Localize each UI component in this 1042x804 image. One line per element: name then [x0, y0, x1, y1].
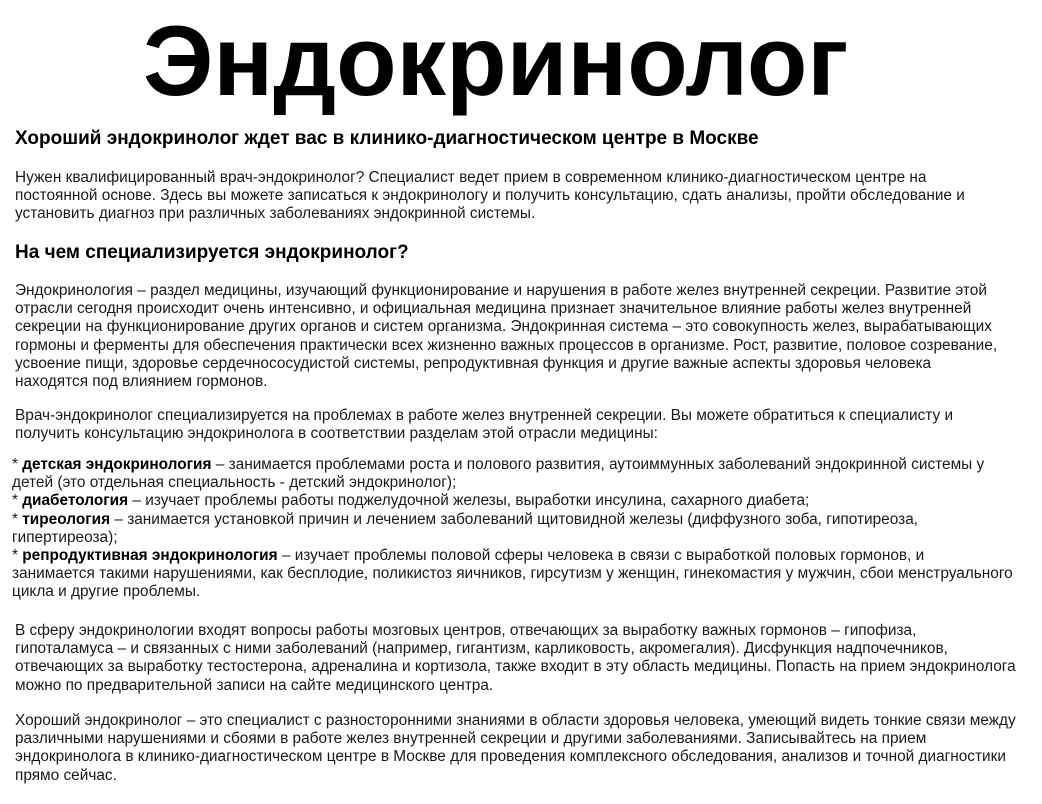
list-item-first-line	[12, 492, 1013, 510]
paragraph-intro	[15, 169, 965, 224]
term: детская эндокринология	[22, 456, 212, 473]
list-item-line: гипертиреоза);	[12, 528, 118, 546]
paragraph-line: можно по предварительной записи на сайте медицинского центра.	[15, 676, 494, 694]
paragraph-line: Врач-эндокринолог специализируется на проблемах в работе желез внутренней секреции. Вы можете обратиться к специалисту и	[15, 407, 954, 424]
paragraph-specialist	[15, 407, 953, 443]
paragraph-line: В сферу эндокринологии входят вопросы работы мозговых центров, отвечающих за выработку важных гормонов – гипофиза,	[15, 622, 917, 639]
paragraph-line: эндокринолога в клинико-диагностическом центре в Москве для проведения комплексного обследования, анализов и точной диагностики	[15, 748, 1006, 766]
heading-clinic: Хороший эндокринолог ждет вас в клинико-диагностическом центре в Москве	[15, 128, 759, 149]
bullet: *	[12, 492, 23, 510]
description: – изучает проблемы половой сферы человека в связи с выработкой половых гормонов, и	[277, 547, 925, 565]
list-item-line: занимается такими нарушениями, как бесплодие, поликистоз яичников, гирсутизм у женщин, гинекомастия у мужчин, сбои менструального	[12, 565, 1013, 583]
term: тиреология	[22, 510, 111, 528]
paragraph-endocrinology	[15, 282, 997, 391]
list-item-first-line	[12, 547, 1013, 565]
bullet: *	[12, 456, 23, 473]
paragraph-line: секреции на функционирование других органов и систем организма. Эндокринная система – это совокупность желез, вырабатывающих	[15, 318, 992, 336]
paragraph-line: отвечающих за выработку тестостерона, адреналина и кортизола, также входит в эту область медицины. Попасть на прием эндокринолога	[15, 658, 1016, 676]
heading-specialization: На чем специализируется эндокринолог?	[15, 242, 409, 263]
paragraph-line: прямо сейчас.	[15, 766, 117, 784]
paragraph-line: Хороший эндокринолог – это специалист с разносторонними знаниями в области здоровья человека, умеющий видеть тонкие связи между	[15, 712, 1016, 729]
list-item-pediatric-endocrinology	[12, 456, 1013, 492]
paragraph-line: получить консультацию эндокринолога в соответствии разделам этой отрасли медицины:	[15, 425, 658, 443]
bullet: *	[12, 547, 23, 565]
description: – занимается установкой причин и лечением заболеваний щитовидной железы (диффузного зоба, гипотиреоза,	[110, 510, 919, 528]
paragraph-line: Нужен квалифицированный врач-эндокринолог? Специалист ведет прием в современном клинико-диагностическом центре на	[15, 169, 927, 186]
paragraph-line: различными нарушениями и сбоями в работе желез внутренней секреции и другими заболеваниями. Записывайтесь на прием	[15, 730, 927, 748]
paragraph-closing	[15, 712, 1016, 785]
list-item-first-line	[12, 456, 1013, 474]
paragraph-line: Эндокринология – раздел медицины, изучающий функционирование и нарушения в работе желез внутренней секреции. Развитие этой	[15, 282, 987, 299]
paragraph-line: отрасли сегодня происходит очень интенсивно, и официальная медицина признает значительное влияние работы желез внутренней	[15, 300, 972, 318]
paragraph-line: усвоение пищи, здоровье сердечнососудистой системы, репродуктивная функция и другие важные аспекты здоровья человека	[15, 354, 932, 372]
term: диабетология	[22, 492, 129, 510]
paragraph-line: постоянной основе. Здесь вы можете записаться к эндокринологу и получить консультацию, сдать анализы, пройти обследование и	[15, 187, 965, 205]
list-item-line: цикла и другие проблемы.	[12, 583, 201, 601]
description: – изучает проблемы работы поджелудочной железы, выработки инсулина, сахарного диабета;	[128, 492, 810, 510]
paragraph-line: гормоны и ферменты для обеспечения практически всех жизненно важных процессов в организме. Рост, развитие, половое созревание,	[15, 336, 998, 354]
paragraph-line: гипоталамуса – и связанных с ними заболеваний (например, гигантизм, карликовость, акромегалия). Дисфункция надпочечников,	[15, 640, 948, 658]
list-item-diabetology	[12, 492, 1013, 510]
paragraph-line: установить диагноз при различных заболеваниях эндокринной системы.	[15, 205, 536, 223]
term: репродуктивная эндокринология	[22, 547, 278, 565]
list-item-first-line	[12, 511, 1013, 529]
paragraph-brain-centers	[15, 622, 1016, 695]
bullet: *	[12, 510, 23, 528]
list-item-reproductive-endocrinology	[12, 547, 1013, 602]
list-item-thyreology	[12, 511, 1013, 547]
list-item-line: детей (это отдельная специальность - детский эндокринолог);	[12, 474, 457, 492]
specialties-list	[12, 456, 1013, 602]
paragraph-line: находятся под влиянием гормонов.	[15, 373, 268, 391]
page-title: Эндокринолог	[143, 5, 849, 116]
description: – занимается проблемами роста и полового развития, аутоиммунных заболеваний эндокринной системы у	[211, 456, 985, 473]
